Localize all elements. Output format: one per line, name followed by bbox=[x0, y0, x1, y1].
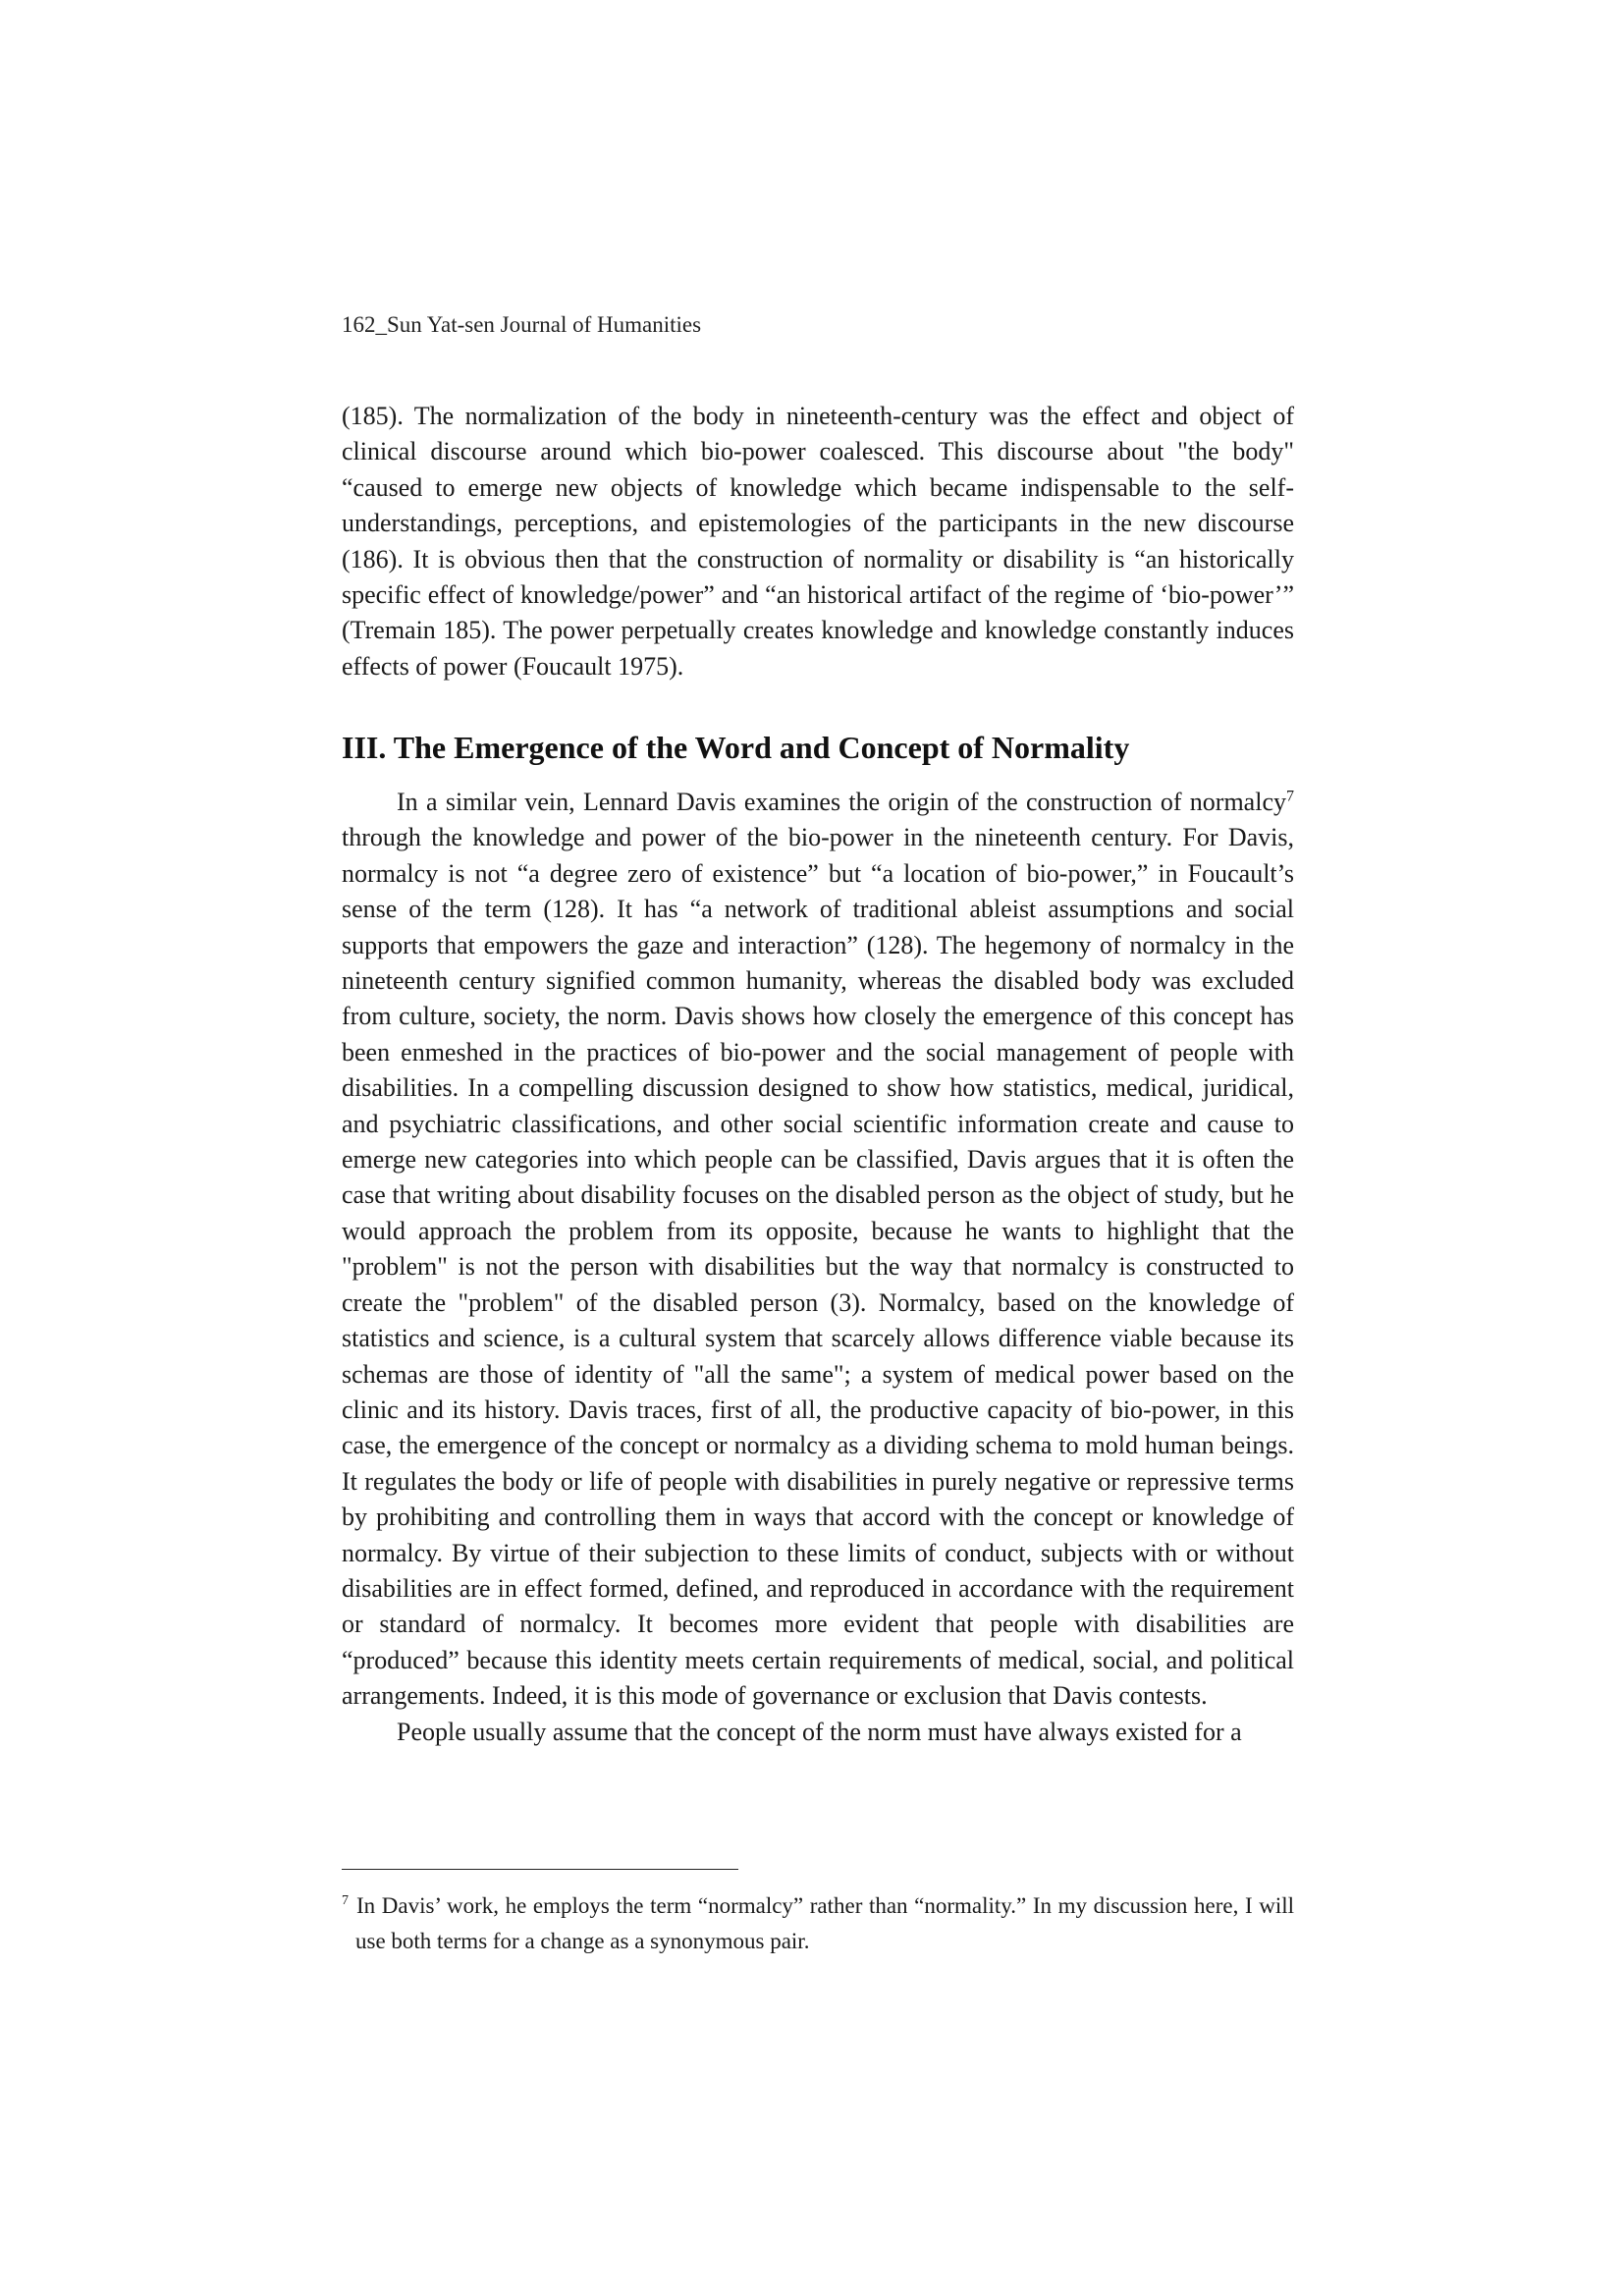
running-header: 162_Sun Yat-sen Journal of Humanities bbox=[342, 312, 702, 337]
document-page bbox=[342, 0, 1294, 2296]
paragraph-text-rest: through the knowledge and power of the bio-power in the nineteenth century. For Davis, normalcy is not “a degree zero of existence” but “a location of bio-power,” in Foucault’s sense of the term (128). It has “a network of traditional ableist assumptions and social supports that empowers the gaze and interaction” (128). The hegemony of normalcy in the nineteenth century signified common humanity, whereas the disabled body was excluded from culture, society, the norm. Davis shows how closely the emergence of this concept has been enmeshed in the practices of bio-power and the social management of people with disabilities. In a compelling discussion designed to show how statistics, medical, juridical, and psychiatric classifications, and other social scientific information create and cause to emerge new categories into which people can be classified, Davis argues that it is often the case that writing about disability focuses on the disabled person as the object of study, but he would approach the problem from its opposite, because he wants to highlight that the "problem" is not the person with disabilities but the way that normalcy is constructed to create the "problem" of the disabled person (3). Normalcy, based on the knowledge of statistics and science, is a cultural system that scarcely allows difference viable because its schemas are those of identity of "all the same"; a system of medical power based on the clinic and its history. Davis traces, first of all, the productive capacity of bio-power, in this case, the emergence of the concept or normalcy as a dividing schema to mold human beings. It regulates the body or life of people with disabilities in purely negative or repressive terms by prohibiting and controlling them in ways that accord with the concept or knowledge of normalcy. By virtue of their subjection to these limits of conduct, subjects with or without disabilities are in effect formed, defined, and reproduced in accordance with the requirement or standard of normalcy. It becomes more evident that people with disabilities are “produced” because this identity meets certain requirements of medical, social, and political arrangements. Indeed, it is this mode of governance or exclusion that Davis contests. bbox=[342, 823, 1294, 1711]
body-paragraph-davis bbox=[342, 785, 1294, 1715]
paragraph-text: (185). The normalization of the body in nineteenth-century was the effect and object of clinical discourse around which bio-power coalesced. This discourse about "the body" “caused to emerge new objects of knowledge which became indispensable to the self-understandings, perceptions, and epistemologies of the participants in the new discourse (186). It is obvious then that the construction of normality or disability is “an historically specific effect of knowledge/power” and “an historical artifact of the regime of ‘bio-power’” (Tremain 185). The power perpetually creates knowledge and knowledge constantly induces effects of power (Foucault 1975). bbox=[342, 402, 1294, 681]
paragraph-text-start: In a similar vein, Lennard Davis examines the origin of the construction of normalcy bbox=[397, 788, 1286, 816]
footnote bbox=[342, 1888, 1294, 1959]
footnote-number: 7 bbox=[342, 1893, 349, 1909]
section-body bbox=[342, 785, 1294, 1750]
footnote-separator bbox=[342, 1869, 738, 1870]
section-heading: III. The Emergence of the Word and Concept of Normality bbox=[342, 730, 1130, 765]
footnote-text: In Davis’ work, he employs the term “normalcy” rather than “normality.” In my discussion here, I will use both terms for a change as a synonymous pair. bbox=[355, 1893, 1294, 1953]
body-paragraph-continued bbox=[342, 399, 1294, 684]
body-paragraph-norm: People usually assume that the concept of the norm must have always existed for a bbox=[397, 1717, 1242, 1746]
footnote-reference[interactable]: 7 bbox=[1286, 788, 1294, 805]
